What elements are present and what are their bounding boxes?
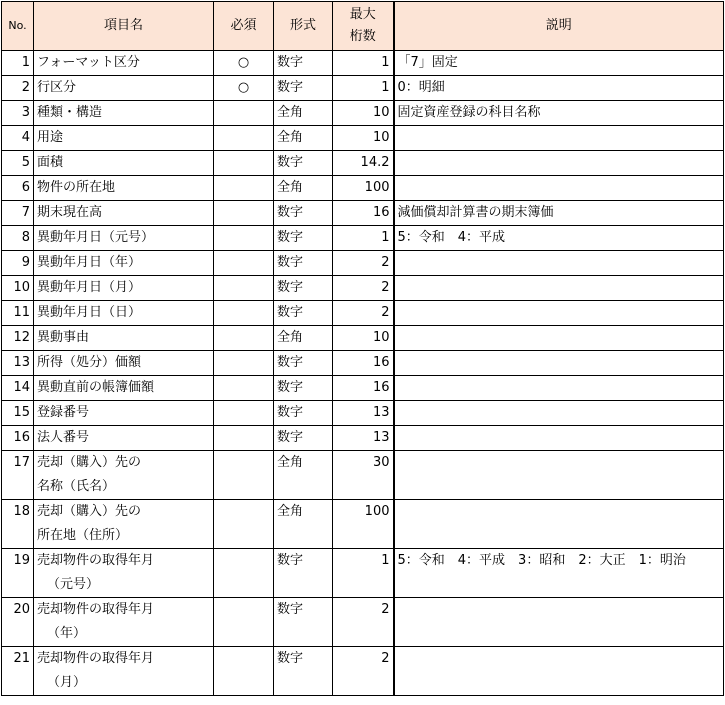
row-max-digits: 30 [333, 451, 394, 500]
row-no: 2 [2, 76, 34, 101]
row-item-name [34, 151, 214, 176]
row-max-digits: 10 [333, 126, 394, 151]
table-row [2, 647, 724, 696]
row-max-digits: 100 [333, 176, 394, 201]
item-name-line: 異動年月日（元号） [37, 230, 155, 245]
table-row [2, 549, 724, 598]
row-required [214, 176, 274, 201]
row-required [214, 276, 274, 301]
item-name-line: 所得（処分）価額 [37, 355, 142, 370]
row-item-name [34, 326, 214, 351]
row-required [214, 451, 274, 500]
row-max-digits: 14.2 [333, 151, 394, 176]
row-description [394, 326, 724, 351]
item-name-line: 種類・構造 [37, 105, 103, 120]
row-description: 0：明細 [394, 76, 724, 101]
row-item-name [34, 201, 214, 226]
row-format: 数字 [274, 376, 333, 401]
row-max-digits: 1 [333, 549, 394, 598]
row-description [394, 598, 724, 647]
header-max-line2: 桁数 [349, 29, 376, 44]
table-row [2, 376, 724, 401]
row-no: 20 [2, 598, 34, 647]
item-name-line: 異動年月日（年） [37, 255, 142, 270]
item-name-line: 異動年月日（月） [37, 280, 142, 295]
item-name-line: 期末現在高 [37, 205, 103, 220]
row-format: 全角 [274, 326, 333, 351]
row-format: 数字 [274, 201, 333, 226]
item-name-line: 登録番号 [37, 405, 90, 420]
row-no: 7 [2, 201, 34, 226]
row-item-name [34, 76, 214, 101]
row-format: 数字 [274, 226, 333, 251]
row-max-digits: 100 [333, 500, 394, 549]
table-row [2, 76, 724, 101]
row-description [394, 401, 724, 426]
table-row [2, 500, 724, 549]
row-item-name [34, 101, 214, 126]
row-format: 数字 [274, 51, 333, 76]
item-name-line: （元号） [47, 577, 100, 592]
row-description [394, 251, 724, 276]
item-name-line: （年） [47, 626, 87, 641]
table-row [2, 126, 724, 151]
table-row [2, 598, 724, 647]
row-max-digits: 2 [333, 301, 394, 326]
row-item-name [34, 549, 214, 598]
row-format: 数字 [274, 151, 333, 176]
row-description [394, 276, 724, 301]
row-no: 17 [2, 451, 34, 500]
row-description [394, 500, 724, 549]
row-format: 全角 [274, 126, 333, 151]
row-format: 数字 [274, 426, 333, 451]
row-no: 15 [2, 401, 34, 426]
table-row [2, 51, 724, 76]
row-item-name [34, 376, 214, 401]
row-no: 14 [2, 376, 34, 401]
row-item-name [34, 451, 214, 500]
row-item-name [34, 647, 214, 696]
row-required [214, 201, 274, 226]
row-format: 数字 [274, 598, 333, 647]
row-no: 13 [2, 351, 34, 376]
row-no: 9 [2, 251, 34, 276]
row-description [394, 301, 724, 326]
row-format: 数字 [274, 276, 333, 301]
table-body [2, 51, 724, 696]
header-max-digits [333, 2, 394, 51]
row-required [214, 151, 274, 176]
item-name-line: 異動直前の帳簿価額 [37, 380, 155, 395]
table-row [2, 351, 724, 376]
row-item-name [34, 500, 214, 549]
table-row [2, 176, 724, 201]
field-spec-table [1, 1, 724, 696]
header-description: 説明 [394, 2, 724, 51]
row-description [394, 647, 724, 696]
header-row [2, 2, 724, 51]
row-no: 6 [2, 176, 34, 201]
row-required [214, 101, 274, 126]
row-max-digits: 16 [333, 376, 394, 401]
row-no: 21 [2, 647, 34, 696]
row-format: 数字 [274, 76, 333, 101]
row-required [214, 326, 274, 351]
row-item-name [34, 598, 214, 647]
row-no: 19 [2, 549, 34, 598]
row-no: 3 [2, 101, 34, 126]
row-required [214, 426, 274, 451]
row-required [214, 251, 274, 276]
row-description [394, 376, 724, 401]
item-name-line: 売却物件の取得年月 [37, 602, 155, 617]
row-description [394, 151, 724, 176]
row-item-name [34, 426, 214, 451]
row-max-digits: 13 [333, 426, 394, 451]
row-required [214, 376, 274, 401]
table-row [2, 101, 724, 126]
row-format: 数字 [274, 401, 333, 426]
item-name-line: 売却物件の取得年月 [37, 553, 155, 568]
row-item-name [34, 251, 214, 276]
row-item-name [34, 51, 214, 76]
row-required: ○ [214, 76, 274, 101]
item-name-line: 面積 [37, 155, 64, 170]
header-required: 必須 [214, 2, 274, 51]
row-max-digits: 13 [333, 401, 394, 426]
row-description: 固定資産登録の科目名称 [394, 101, 724, 126]
row-description [394, 126, 724, 151]
row-max-digits: 16 [333, 201, 394, 226]
row-item-name [34, 126, 214, 151]
row-item-name [34, 351, 214, 376]
row-max-digits: 2 [333, 598, 394, 647]
row-description: 「7」固定 [394, 51, 724, 76]
row-no: 1 [2, 51, 34, 76]
row-no: 10 [2, 276, 34, 301]
row-item-name [34, 176, 214, 201]
row-required [214, 301, 274, 326]
item-name-line: 所在地（住所） [37, 528, 129, 543]
row-required [214, 598, 274, 647]
row-format: 全角 [274, 176, 333, 201]
header-item-name: 項目名 [34, 2, 214, 51]
table-row [2, 276, 724, 301]
table-row [2, 251, 724, 276]
row-format: 数字 [274, 549, 333, 598]
row-description [394, 426, 724, 451]
row-max-digits: 10 [333, 101, 394, 126]
header-max-line1: 最大 [349, 7, 376, 22]
row-format: 全角 [274, 451, 333, 500]
table-row [2, 326, 724, 351]
row-item-name [34, 226, 214, 251]
row-required [214, 647, 274, 696]
row-no: 5 [2, 151, 34, 176]
row-description: 5：令和 4：平成 [394, 226, 724, 251]
row-max-digits: 10 [333, 326, 394, 351]
table-row [2, 426, 724, 451]
row-format: 数字 [274, 301, 333, 326]
item-name-line: 売却物件の取得年月 [37, 651, 155, 666]
row-format: 数字 [274, 351, 333, 376]
row-description: 減価償却計算書の期末簿価 [394, 201, 724, 226]
item-name-line: 異動年月日（日） [37, 305, 142, 320]
row-description [394, 176, 724, 201]
header-format: 形式 [274, 2, 333, 51]
row-item-name [34, 276, 214, 301]
row-max-digits: 1 [333, 226, 394, 251]
row-max-digits: 2 [333, 647, 394, 696]
row-description [394, 351, 724, 376]
table-row [2, 301, 724, 326]
item-name-line: フォーマット区分 [37, 55, 140, 70]
row-max-digits: 1 [333, 51, 394, 76]
item-name-line: 物件の所在地 [37, 180, 116, 195]
row-max-digits: 2 [333, 251, 394, 276]
row-required [214, 226, 274, 251]
row-required [214, 549, 274, 598]
row-required: ○ [214, 51, 274, 76]
item-name-line: 行区分 [37, 80, 77, 95]
item-name-line: 異動事由 [37, 330, 90, 345]
header-no: No. [2, 2, 34, 51]
item-name-line: 用途 [37, 130, 64, 145]
row-required [214, 126, 274, 151]
table-row [2, 401, 724, 426]
item-name-line: 法人番号 [37, 430, 90, 445]
table-row [2, 151, 724, 176]
row-format: 数字 [274, 647, 333, 696]
item-name-line: 名称（氏名） [37, 479, 116, 494]
row-item-name [34, 401, 214, 426]
row-no: 18 [2, 500, 34, 549]
row-description: 5：令和 4：平成 3：昭和 2：大正 1：明治 [394, 549, 724, 598]
row-format: 全角 [274, 101, 333, 126]
row-required [214, 500, 274, 549]
spec-sheet [1, 1, 724, 696]
row-item-name [34, 301, 214, 326]
table-row [2, 201, 724, 226]
item-name-line: 売却（購入）先の [37, 504, 142, 519]
item-name-line: （月） [47, 675, 87, 690]
row-no: 11 [2, 301, 34, 326]
row-no: 4 [2, 126, 34, 151]
row-required [214, 401, 274, 426]
row-format: 数字 [274, 251, 333, 276]
table-row [2, 226, 724, 251]
row-no: 16 [2, 426, 34, 451]
row-no: 12 [2, 326, 34, 351]
row-description [394, 451, 724, 500]
row-max-digits: 1 [333, 76, 394, 101]
row-no: 8 [2, 226, 34, 251]
row-format: 全角 [274, 500, 333, 549]
row-required [214, 351, 274, 376]
table-row [2, 451, 724, 500]
row-max-digits: 2 [333, 276, 394, 301]
row-max-digits: 16 [333, 351, 394, 376]
item-name-line: 売却（購入）先の [37, 455, 142, 470]
